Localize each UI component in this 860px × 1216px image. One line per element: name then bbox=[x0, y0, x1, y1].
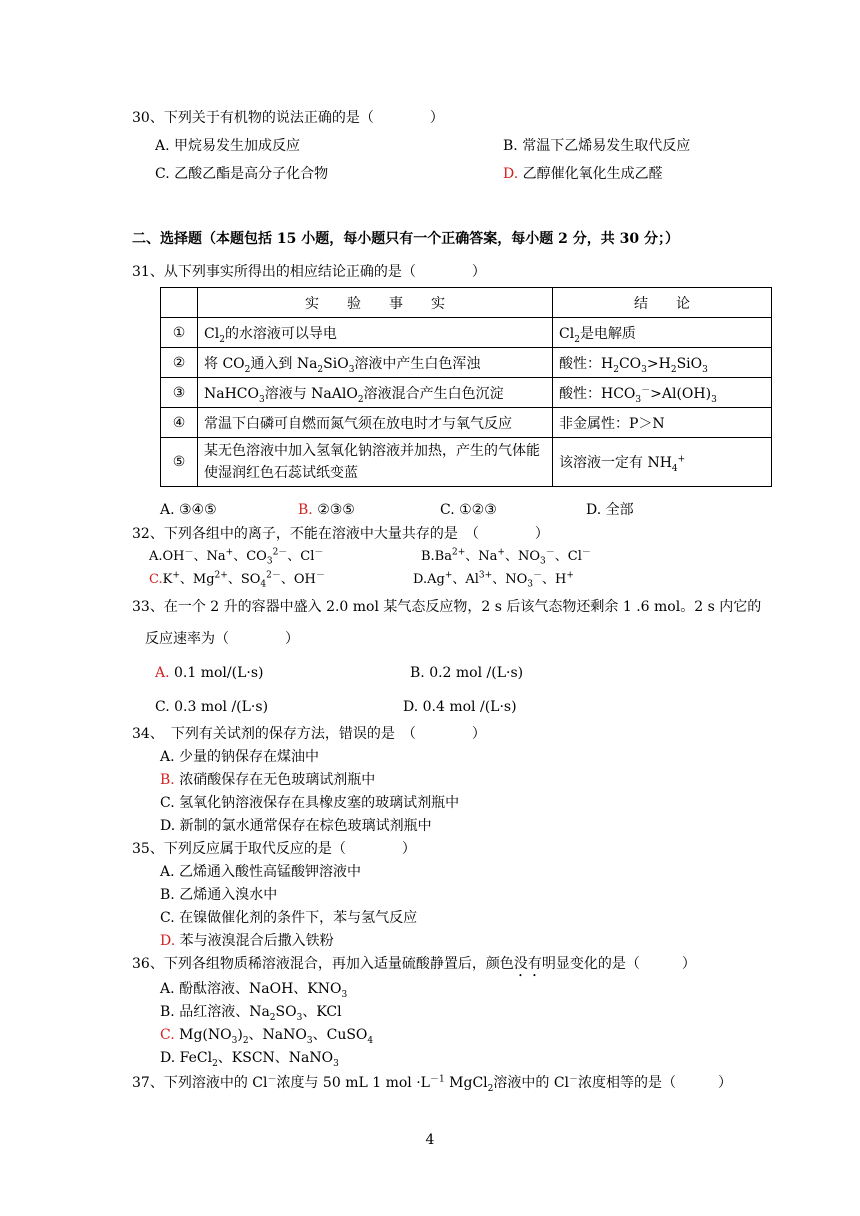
row-fact: $Cl_2$的水溶液可以导电 bbox=[198, 318, 553, 348]
row-conclusion: 该溶液一定有 $NH_4^+$ bbox=[553, 438, 772, 487]
q30-stem: 30、下列关于有机物的说法正确的是（ ） bbox=[132, 110, 444, 126]
facts-table bbox=[160, 287, 772, 487]
option-text: 苯与液溴混合后撒入铁粉 bbox=[175, 933, 334, 949]
q36-option-c: C. $Mg(NO_3)_2$、NaNO$_3$、CuSO$_4$ bbox=[160, 1027, 374, 1046]
q32-option-a: A.OH－、Na+、$CO_3^{2-}$、Cl－ bbox=[149, 547, 324, 567]
row-fact: NaHCO$_3$溶液与 NaAlO$_2$溶液混合产生白色沉淀 bbox=[198, 378, 553, 408]
q32-option-c: C.K+、$Mg^{2+}$、$SO_4^{2-}$、OH－ bbox=[149, 570, 325, 590]
table-row bbox=[161, 348, 772, 378]
q31-option-d: D. 全部 bbox=[586, 502, 634, 518]
q33-option-d: D. 0.4 mol /(L·s) bbox=[403, 699, 517, 715]
q33-stem-line2: 反应速率为（ ） bbox=[145, 631, 299, 647]
q34-option-a: A. 少量的钠保存在煤油中 bbox=[160, 749, 320, 765]
answer-mark: B. bbox=[298, 502, 313, 518]
row-num: ② bbox=[161, 348, 198, 378]
stem-text: 明显变化的是（ ） bbox=[541, 956, 696, 972]
answer-mark: D. bbox=[503, 166, 519, 182]
answer-mark: B. bbox=[160, 772, 175, 788]
row-conclusion: $Cl_2$是电解质 bbox=[553, 318, 772, 348]
q33-option-b: B. 0.2 mol /(L·s) bbox=[410, 665, 524, 681]
table-row bbox=[161, 408, 772, 438]
q32-stem: 32、下列各组中的离子，不能在溶液中大量共存的是 （ ） bbox=[132, 526, 549, 542]
q34-stem: 34、 下列有关试剂的保存方法，错误的是 （ ） bbox=[132, 726, 486, 742]
option-text: ②③⑤ bbox=[312, 502, 355, 518]
table-row bbox=[161, 318, 772, 348]
q32-option-d: D.Ag+、$Al^{3+}$、$NO_3^-$、H+ bbox=[413, 570, 574, 590]
q31-stem: 31、从下列事实所得出的相应结论正确的是（ ） bbox=[132, 264, 486, 280]
q35-option-a: A. 乙烯通入酸性高锰酸钾溶液中 bbox=[160, 864, 362, 880]
table-header-row bbox=[161, 288, 772, 318]
table-header-fact: 实 验 事 实 bbox=[198, 288, 553, 318]
answer-mark: A. bbox=[155, 665, 170, 681]
table-row bbox=[161, 438, 772, 487]
option-text: 0.1 mol/(L·s) bbox=[169, 665, 264, 681]
q31-option-a: A. ③④⑤ bbox=[160, 502, 217, 518]
q35-option-b: B. 乙烯通入溴水中 bbox=[160, 887, 278, 903]
row-num: ③ bbox=[161, 378, 198, 408]
q35-option-d bbox=[160, 931, 334, 951]
answer-mark: D. bbox=[160, 933, 176, 949]
row-conclusion: 酸性：$HCO_3^->Al(OH)_3$ bbox=[553, 378, 772, 408]
q30-option-d bbox=[503, 164, 663, 184]
row-num: ④ bbox=[161, 408, 198, 438]
q31-option-c: C. ①②③ bbox=[440, 502, 497, 518]
q33-option-c: C. 0.3 mol /(L·s) bbox=[155, 699, 269, 715]
section-heading: 二、选择题（本题包括 15 小题，每小题只有一个正确答案，每小题 2 分，共 30 分；） bbox=[132, 231, 679, 247]
q33-stem-line1: 33、在一个 2 升的容器中盛入 2.0 mol 某气态反应物，2 s 后该气态物还剩余 1 .6 mol。2 s 内它的 bbox=[132, 599, 762, 615]
q34-option-c: C. 氢氧化钠溶液保存在具橡皮塞的玻璃试剂瓶中 bbox=[160, 795, 460, 811]
option-text: 乙醇催化氧化生成乙醛 bbox=[518, 166, 663, 182]
row-conclusion: 非金属性：P＞N bbox=[553, 408, 772, 438]
row-fact: 将 $CO_2$通入到 $Na_2SiO_3$溶液中产生白色浑浊 bbox=[198, 348, 553, 378]
table-row bbox=[161, 378, 772, 408]
q36-option-b: B. 品红溶液、$Na_2SO_3$、KCl bbox=[160, 1004, 342, 1023]
q31-option-b bbox=[298, 500, 355, 520]
q30-option-c: C. 乙酸乙酯是高分子化合物 bbox=[155, 166, 329, 182]
row-fact: 某无色溶液中加入氢氧化钠溶液并加热，产生的气体能使湿润红色石蕊试纸变蓝 bbox=[198, 438, 553, 487]
q34-option-d: D. 新制的氯水通常保存在棕色玻璃试剂瓶中 bbox=[160, 818, 432, 834]
table-header-num bbox=[161, 288, 198, 318]
row-num: ⑤ bbox=[161, 438, 198, 487]
q36-option-a: A. 酚酞溶液、NaOH、$KNO_3$ bbox=[160, 981, 348, 1000]
q36-option-d: D. FeCl$_2$、KSCN、NaNO$_3$ bbox=[160, 1050, 339, 1069]
q33-option-a bbox=[155, 663, 263, 683]
q35-option-c: C. 在镍做催化剂的条件下，苯与氢气反应 bbox=[160, 910, 418, 926]
table-header-conclusion: 结 论 bbox=[553, 288, 772, 318]
q35-stem: 35、下列反应属于取代反应的是（ ） bbox=[132, 841, 416, 857]
answer-mark: C. bbox=[160, 1027, 175, 1043]
answer-mark: C. bbox=[149, 572, 163, 587]
row-num: ① bbox=[161, 318, 198, 348]
q37-stem: 37、下列溶液中的 Cl－浓度与 50 mL 1 mol $\cdot L^{-1}$ MgCl$_2$溶液中的 Cl－浓度相等的是（ ） bbox=[132, 1074, 733, 1094]
row-conclusion: 酸性：$H_2CO_3>H_2SiO_3$ bbox=[553, 348, 772, 378]
emphasis-text: 没有 bbox=[513, 956, 542, 972]
page-number: 4 bbox=[425, 1132, 435, 1148]
q32-option-b: $B.Ba^{2+}$、Na+、$NO_3^-$、Cl－ bbox=[421, 547, 591, 567]
option-text: 浓硝酸保存在无色玻璃试剂瓶中 bbox=[174, 772, 376, 788]
q30-option-a: A. 甲烷易发生加成反应 bbox=[155, 138, 301, 154]
q30-option-b: B. 常温下乙烯易发生取代反应 bbox=[503, 138, 691, 154]
q36-stem bbox=[132, 954, 696, 980]
row-fact: 常温下白磷可自燃而氮气须在放电时才与氧气反应 bbox=[198, 408, 553, 438]
q34-option-b bbox=[160, 770, 375, 790]
stem-text: 36、下列各组物质稀溶液混合，再加入适量硫酸静置后，颜色 bbox=[132, 956, 514, 972]
